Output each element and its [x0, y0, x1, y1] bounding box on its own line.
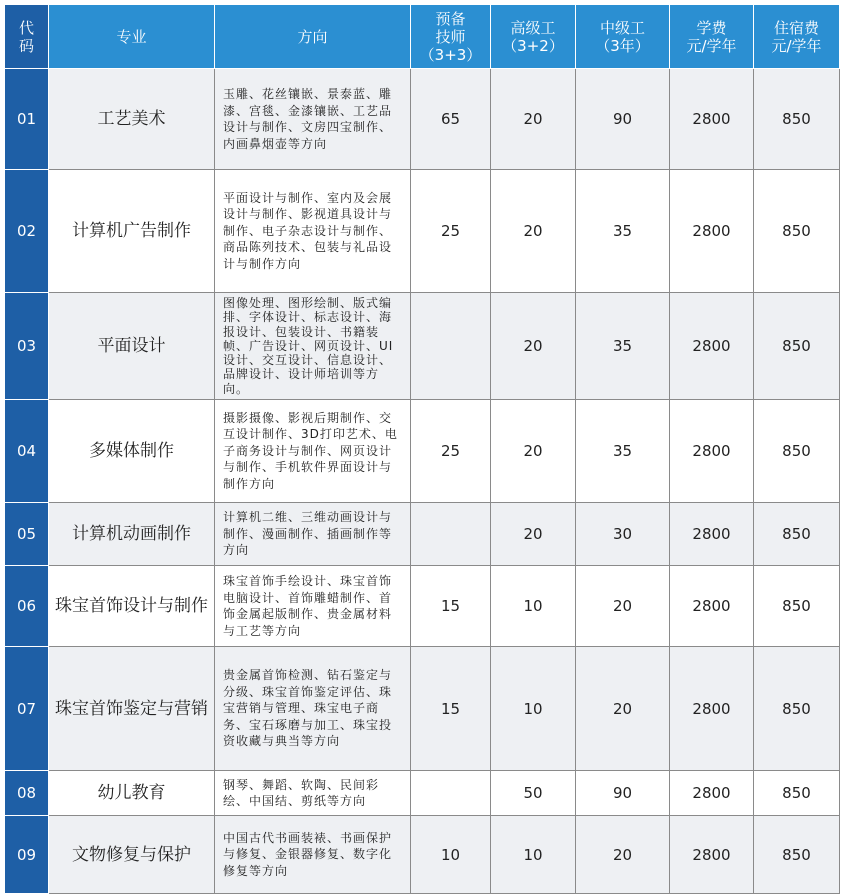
row-direction: 中国古代书画装裱、书画保护与修复、金银器修复、数字化修复等方向 [215, 816, 411, 894]
header-prep-line-3: （3+3） [419, 45, 482, 64]
row-dorm: 850 [754, 771, 840, 816]
header-dorm-line-1: 住宿费 [773, 18, 819, 37]
row-middle: 20 [576, 816, 670, 894]
admissions-table [4, 4, 840, 894]
row-senior: 20 [491, 170, 576, 293]
header-dorm-line-2: 元/学年 [771, 36, 822, 55]
row-code: 08 [5, 771, 49, 816]
row-direction: 图像处理、图形绘制、版式编排、字体设计、标志设计、海报设计、包装设计、书籍装帧、广告设计、网页设计、UI设计、交互设计、信息设计、品牌设计、设计师培训等方向。 [215, 293, 411, 400]
row-direction: 平面设计与制作、室内及会展设计与制作、影视道具设计与制作、电子杂志设计与制作、商品陈列技术、包装与礼品设计与制作方向 [215, 170, 411, 293]
row-direction: 计算机二维、三维动画设计与制作、漫画制作、插画制作等方向 [215, 503, 411, 566]
row-major: 幼儿教育 [49, 771, 215, 816]
row-senior: 20 [491, 293, 576, 400]
row-code: 07 [5, 647, 49, 771]
row-code: 03 [5, 293, 49, 400]
row-major: 平面设计 [49, 293, 215, 400]
header-senior-worker [491, 5, 576, 69]
row-tuition: 2800 [670, 647, 754, 771]
header-senior-line-2: （3+2） [502, 36, 564, 55]
row-middle: 30 [576, 503, 670, 566]
header-tuition [670, 5, 754, 69]
table-row [5, 503, 840, 566]
header-major: 专业 [49, 5, 215, 69]
row-code: 05 [5, 503, 49, 566]
row-tuition: 2800 [670, 293, 754, 400]
row-prep: 25 [411, 400, 491, 503]
table-row [5, 647, 840, 771]
table-row [5, 400, 840, 503]
row-senior: 20 [491, 503, 576, 566]
row-direction: 玉雕、花丝镶嵌、景泰蓝、雕漆、宫毯、金漆镶嵌、工艺品设计与制作、文房四宝制作、内画鼻烟壶等方向 [215, 69, 411, 170]
row-dorm: 850 [754, 170, 840, 293]
header-row [5, 5, 840, 69]
table-row [5, 566, 840, 647]
row-major: 计算机动画制作 [49, 503, 215, 566]
header-middle-line-1: 中级工 [599, 18, 645, 37]
row-direction: 摄影摄像、影视后期制作、交互设计制作、3D打印艺术、电子商务设计与制作、网页设计与制作、手机软件界面设计与制作方向 [215, 400, 411, 503]
row-major: 珠宝首饰设计与制作 [49, 566, 215, 647]
row-dorm: 850 [754, 647, 840, 771]
row-dorm: 850 [754, 69, 840, 170]
row-senior: 10 [491, 647, 576, 771]
row-dorm: 850 [754, 566, 840, 647]
row-dorm: 850 [754, 816, 840, 894]
row-major: 工艺美术 [49, 69, 215, 170]
row-code: 06 [5, 566, 49, 647]
header-prep-line-1: 预备 [435, 9, 466, 28]
row-major: 计算机广告制作 [49, 170, 215, 293]
row-prep [411, 293, 491, 400]
row-tuition: 2800 [670, 69, 754, 170]
row-tuition: 2800 [670, 816, 754, 894]
header-prep-line-2: 技师 [435, 27, 466, 46]
row-tuition: 2800 [670, 170, 754, 293]
row-code: 09 [5, 816, 49, 894]
header-middle-line-2: （3年） [595, 36, 650, 55]
row-dorm: 850 [754, 400, 840, 503]
table-row [5, 170, 840, 293]
row-middle: 35 [576, 293, 670, 400]
row-middle: 35 [576, 170, 670, 293]
row-senior: 20 [491, 400, 576, 503]
header-dorm-fee [754, 5, 840, 69]
row-major: 多媒体制作 [49, 400, 215, 503]
row-code: 04 [5, 400, 49, 503]
header-code-line-1: 代 [18, 18, 34, 37]
admissions-table-container [4, 4, 839, 894]
row-tuition: 2800 [670, 400, 754, 503]
row-prep [411, 503, 491, 566]
row-senior: 10 [491, 816, 576, 894]
table-row [5, 771, 840, 816]
header-tuition-line-1: 学费 [696, 18, 727, 37]
row-tuition: 2800 [670, 771, 754, 816]
header-code-line-2: 码 [18, 36, 34, 55]
row-middle: 20 [576, 647, 670, 771]
header-prep-technician [411, 5, 491, 69]
row-tuition: 2800 [670, 503, 754, 566]
row-middle: 90 [576, 69, 670, 170]
table-row [5, 69, 840, 170]
row-tuition: 2800 [670, 566, 754, 647]
row-senior: 10 [491, 566, 576, 647]
row-middle: 90 [576, 771, 670, 816]
table-row [5, 293, 840, 400]
header-tuition-line-2: 元/学年 [686, 36, 737, 55]
header-code [5, 5, 49, 69]
row-direction: 钢琴、舞蹈、软陶、民间彩绘、中国结、剪纸等方向 [215, 771, 411, 816]
header-middle-worker [576, 5, 670, 69]
header-direction: 方向 [215, 5, 411, 69]
row-major: 珠宝首饰鉴定与营销 [49, 647, 215, 771]
row-senior: 50 [491, 771, 576, 816]
row-prep [411, 771, 491, 816]
table-row [5, 816, 840, 894]
row-code: 01 [5, 69, 49, 170]
row-direction: 贵金属首饰检测、钻石鉴定与分级、珠宝首饰鉴定评估、珠宝营销与管理、珠宝电子商务、宝石琢磨与加工、珠宝投资收藏与典当等方向 [215, 647, 411, 771]
row-prep: 65 [411, 69, 491, 170]
row-prep: 25 [411, 170, 491, 293]
row-dorm: 850 [754, 503, 840, 566]
header-senior-line-1: 高级工 [510, 18, 556, 37]
row-direction: 珠宝首饰手绘设计、珠宝首饰电脑设计、首饰雕蜡制作、首饰金属起版制作、贵金属材料与工艺等方向 [215, 566, 411, 647]
row-dorm: 850 [754, 293, 840, 400]
row-middle: 20 [576, 566, 670, 647]
row-code: 02 [5, 170, 49, 293]
row-prep: 10 [411, 816, 491, 894]
row-prep: 15 [411, 647, 491, 771]
row-senior: 20 [491, 69, 576, 170]
row-prep: 15 [411, 566, 491, 647]
row-middle: 35 [576, 400, 670, 503]
row-major: 文物修复与保护 [49, 816, 215, 894]
